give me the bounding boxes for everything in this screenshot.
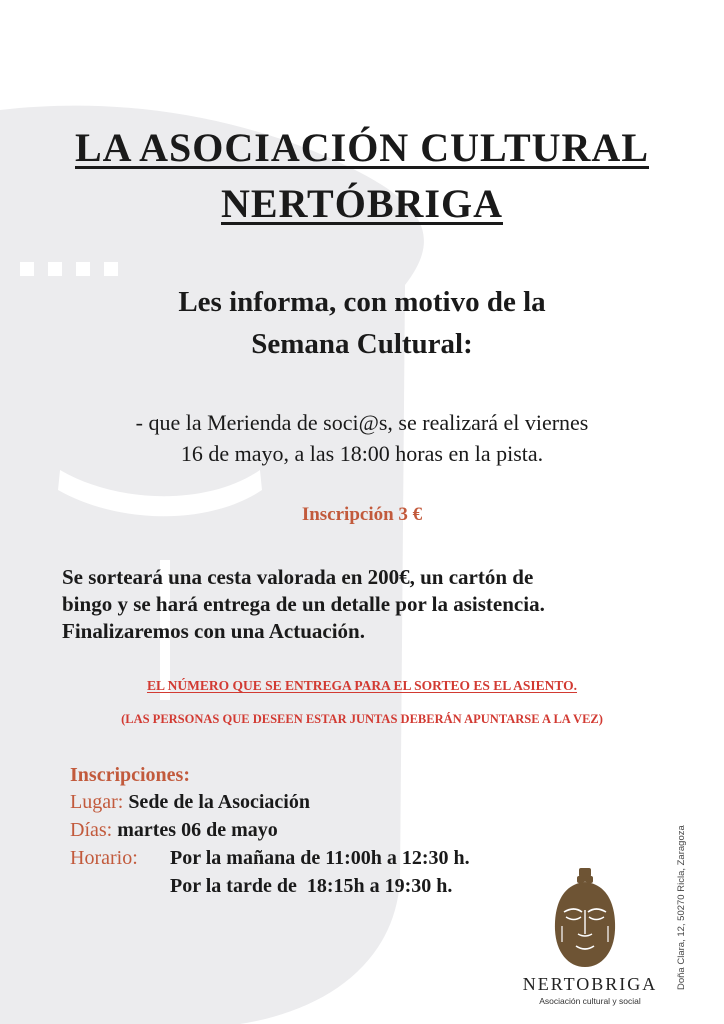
- raffle-line-1: Se sorteará una cesta valorada en 200€, un cartón de: [62, 565, 534, 589]
- title-line-1: LA ASOCIACIÓN CULTURAL: [75, 125, 649, 170]
- hours-morning: Por la mañana de 11:00h a 12:30 h.: [170, 847, 470, 869]
- fee-label: Inscripción 3 €: [301, 504, 423, 525]
- title-line-2: NERTÓBRIGA: [221, 181, 503, 226]
- event-line-2: 16 de mayo, a las 18:00 horas en la pista.: [180, 441, 544, 466]
- event-line-1: - que la Merienda de soci@s, se realizará el viernes: [135, 410, 589, 435]
- place-value: Sede de la Asociación: [128, 791, 310, 813]
- intro-line-1: Les informa, con motivo de la: [178, 286, 546, 318]
- raffle-paragraph: [62, 564, 682, 645]
- mask-logo-icon: [552, 868, 618, 968]
- registration-days: [70, 819, 278, 842]
- registration-heading: Inscripciones:: [70, 764, 190, 786]
- hours-label: Horario:: [70, 847, 138, 869]
- registration-place: [70, 791, 310, 814]
- raffle-line-2: bingo y se hará entrega de un detalle por la asistencia.: [62, 592, 545, 616]
- seat-notice: EL NÚMERO QUE SE ENTREGA PARA EL SORTEO ES EL ASIENTO.: [146, 678, 578, 693]
- days-value: martes 06 de mayo: [117, 819, 278, 841]
- organization-address: Doña Clara, 12, 50270 Ricla, Zaragoza: [676, 825, 687, 990]
- together-notice: (LAS PERSONAS QUE DESEEN ESTAR JUNTAS DEBERÁN APUNTARSE A LA VEZ): [121, 712, 603, 726]
- organization-name: NERTOBRIGA: [522, 974, 658, 994]
- hours-afternoon: Por la tarde de 18:15h a 19:30 h.: [170, 875, 453, 897]
- organization-tagline: Asociación cultural y social: [539, 996, 641, 1006]
- raffle-line-3: Finalizaremos con una Actuación.: [62, 619, 365, 643]
- days-label: Días:: [70, 819, 113, 841]
- place-label: Lugar:: [70, 791, 124, 813]
- registration-hours: [70, 847, 138, 870]
- intro-line-2: Semana Cultural:: [251, 328, 473, 360]
